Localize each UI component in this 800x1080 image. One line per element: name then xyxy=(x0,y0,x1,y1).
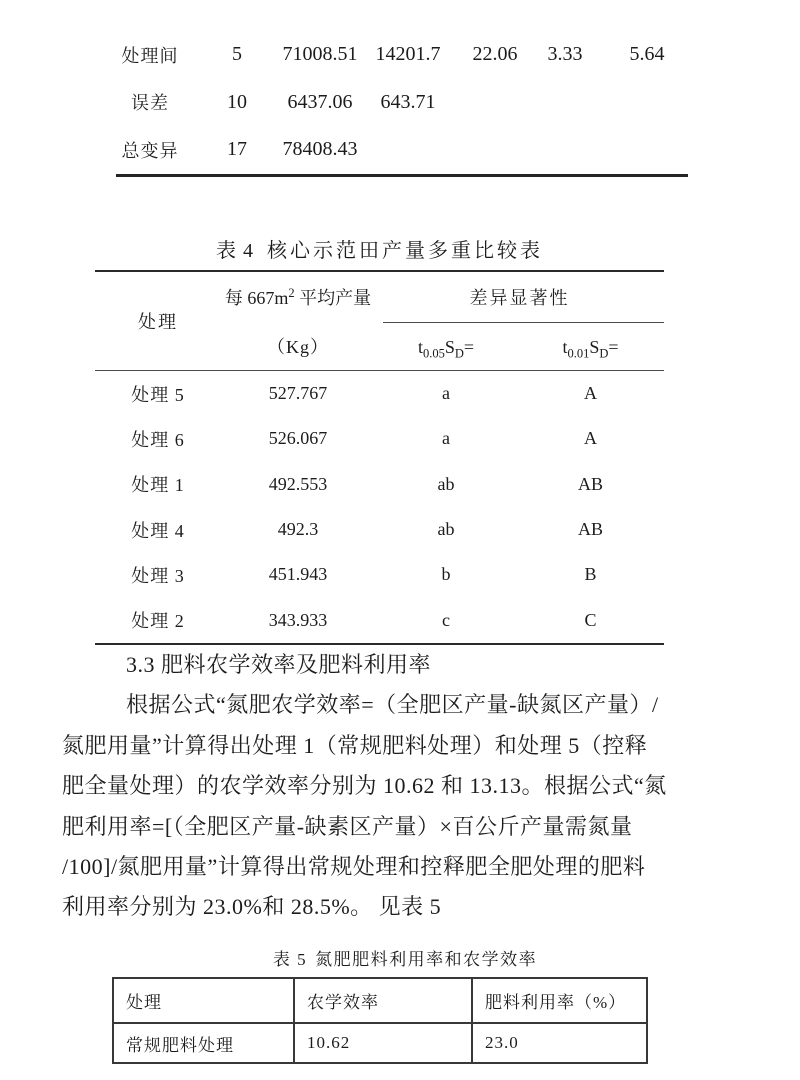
anova-df-value: 17 xyxy=(227,138,247,161)
table5-header-treatment: 处理 xyxy=(114,979,293,1024)
t001-s-subscript: D xyxy=(599,346,609,361)
sig005-cell: a xyxy=(442,428,450,449)
anova-ss-value: 6437.06 xyxy=(287,90,353,113)
yield-cell: 343.933 xyxy=(268,609,328,630)
sig001-cell: A xyxy=(584,428,597,449)
table5-header-row xyxy=(114,979,646,1024)
anova-ss-value: 78408.43 xyxy=(282,138,358,161)
table4-body xyxy=(95,371,664,645)
anova-row-treatments xyxy=(116,31,688,79)
anova-table-fragment xyxy=(116,31,688,177)
significance-subheader-rule xyxy=(383,322,664,323)
anova-f-value: 22.06 xyxy=(472,43,518,66)
table5 xyxy=(112,977,648,1064)
table4-caption-label: 表 4 xyxy=(216,240,254,262)
anova-row-error xyxy=(116,79,688,127)
t005-s-subscript: D xyxy=(454,346,464,361)
yield-header-prefix: 每 667m xyxy=(224,288,289,308)
t001-subscript: 0.01 xyxy=(567,346,590,361)
paragraph-line: 肥全量处理）的农学效率分别为 10.62 和 13.13。根据公式“氮 xyxy=(62,773,667,799)
table5-cell-fertilizer-use-rate: 23.0 xyxy=(471,1024,646,1062)
paragraph-line: /100]/氮肥用量”计算得出常规处理和控释肥全肥处理的肥料 xyxy=(62,853,646,879)
table5-data-row xyxy=(114,1024,646,1062)
yield-cell: 492.553 xyxy=(268,473,328,494)
table5-caption-label: 表 5 xyxy=(272,950,308,969)
yield-header-suffix: 平均产量 xyxy=(294,288,372,308)
table5-cell-treatment: 常规肥料处理 xyxy=(126,1035,234,1055)
sig001-cell: B xyxy=(584,564,597,585)
anova-f01-value: 5.64 xyxy=(629,43,665,66)
table4-header-t001 xyxy=(517,334,664,360)
anova-df-value: 10 xyxy=(227,90,247,113)
sig005-cell: ab xyxy=(437,519,455,540)
treatment-cell: 处理 6 xyxy=(131,429,185,450)
t005-s: S xyxy=(444,337,455,357)
t005-base: t xyxy=(417,337,423,357)
sig005-cell: c xyxy=(442,609,450,630)
anova-ss-value: 71008.51 xyxy=(282,43,358,66)
table4-caption xyxy=(95,234,664,263)
t001-equals: = xyxy=(608,337,619,357)
t001-s: S xyxy=(589,337,600,357)
table4-header xyxy=(95,270,664,371)
treatment-cell: 处理 2 xyxy=(131,611,185,632)
anova-source-label: 总变异 xyxy=(121,140,179,161)
table4-header-yield-unit: （Kg） xyxy=(267,337,329,357)
t005-subscript: 0.05 xyxy=(422,346,445,361)
table4-header-yield xyxy=(221,285,375,311)
table4-caption-text: 核心示范田产量多重比较表 xyxy=(267,240,543,262)
paragraph-line: 根据公式“氮肥农学效率=（全肥区产量-缺氮区产量）/ xyxy=(126,692,659,718)
paragraph-line: 利用率分别为 23.0%和 28.5%。 见表 5 xyxy=(62,894,442,920)
anova-f05-value: 3.33 xyxy=(547,43,583,66)
table5-header-agronomic-efficiency: 农学效率 xyxy=(293,979,471,1024)
yield-header-superscript: 2 xyxy=(288,286,295,300)
sig005-cell: a xyxy=(442,383,450,404)
section-heading: 3.3 肥料农学效率及肥料利用率 xyxy=(126,652,432,677)
section-3-3 xyxy=(62,645,762,928)
treatment-cell: 处理 3 xyxy=(131,565,185,586)
anova-source-label: 误差 xyxy=(131,93,169,114)
t005-equals: = xyxy=(463,337,475,357)
yield-cell: 492.3 xyxy=(277,519,319,540)
table5-header-fertilizer-use-rate: 肥料利用率（%） xyxy=(471,979,646,1024)
t001-base: t xyxy=(562,337,568,357)
table4 xyxy=(95,270,664,645)
table5-caption xyxy=(0,945,800,970)
treatment-cell: 处理 1 xyxy=(131,475,185,496)
treatment-cell: 处理 4 xyxy=(131,520,185,541)
yield-cell: 451.943 xyxy=(268,564,328,585)
paragraph-line: 肥利用率=[（全肥区产量-缺素区产量）×百公斤产量需氮量 xyxy=(62,813,633,839)
anova-row-total xyxy=(116,126,688,174)
table4-header-t005 xyxy=(375,334,517,360)
sig001-cell: AB xyxy=(577,519,603,540)
sig001-cell: A xyxy=(584,383,597,404)
sig001-cell: AB xyxy=(577,473,603,494)
anova-df-value: 5 xyxy=(232,43,242,66)
sig005-cell: ab xyxy=(437,473,455,494)
yield-cell: 527.767 xyxy=(268,383,328,404)
table4-header-treatment: 处理 xyxy=(138,312,178,332)
anova-source-label: 处理间 xyxy=(121,45,179,66)
table5-caption-text: 氮肥肥料利用率和农学效率 xyxy=(315,950,538,969)
table5-cell-agronomic-efficiency: 10.62 xyxy=(293,1024,471,1062)
treatment-cell: 处理 5 xyxy=(131,384,185,405)
yield-cell: 526.067 xyxy=(268,428,328,449)
sig005-cell: b xyxy=(441,564,451,585)
anova-ms-value: 643.71 xyxy=(380,90,436,113)
table4-header-significance: 差异显著性 xyxy=(469,288,570,308)
paragraph-line: 氮肥用量”计算得出处理 1（常规肥料处理）和处理 5（控释 xyxy=(62,732,648,758)
anova-ms-value: 14201.7 xyxy=(375,43,441,66)
sig001-cell: C xyxy=(584,609,597,630)
